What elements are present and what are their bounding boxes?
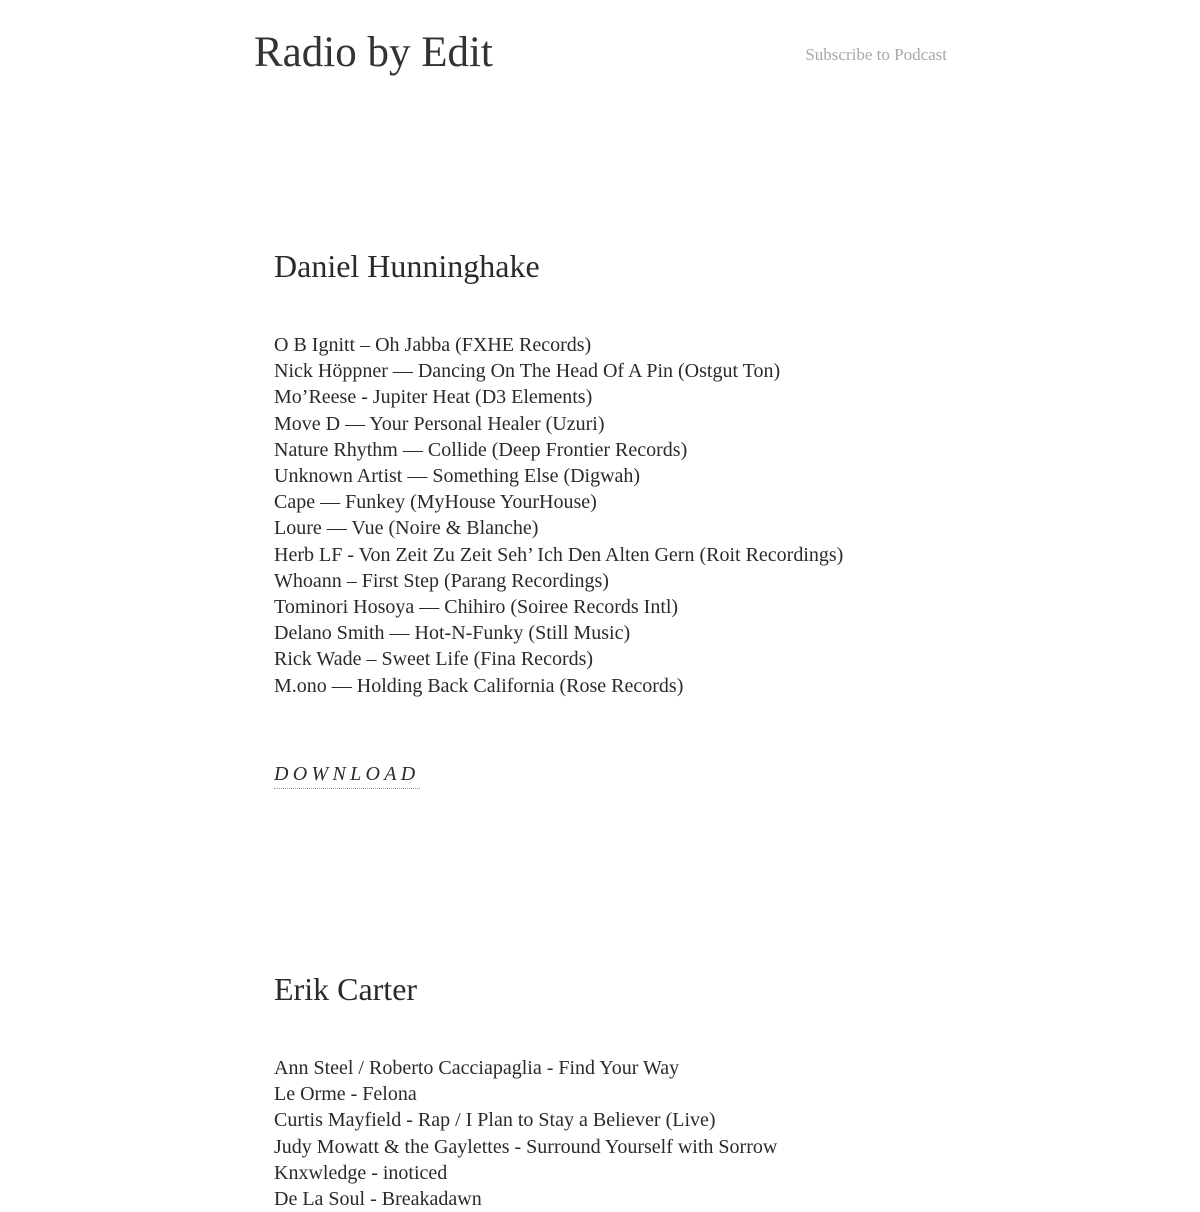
track-item: Nick Höppner — Dancing On The Head Of A Pin (Ostgut Ton) [274,360,781,383]
episode-title: Erik Carter [274,971,418,1007]
track-item: Unknown Artist — Something Else (Digwah) [274,465,641,488]
track-item: Loure — Vue (Noire & Blanche) [274,517,539,540]
episode-daniel-hunninghake [274,245,934,789]
track-item: Delano Smith — Hot-N-Funky (Still Music) [274,622,631,645]
track-item: Rick Wade – Sweet Life (Fina Records) [274,648,594,671]
tracklist [274,332,934,699]
site-title-link[interactable]: Radio by Edit [254,29,493,76]
track-item: Mo’Reese - Jupiter Heat (D3 Elements) [274,386,593,409]
tracklist [274,1055,934,1212]
track-item: Whoann – First Step (Parang Recordings) [274,569,609,592]
track-item: Herb LF - Von Zeit Zu Zeit Seh’ Ich Den Alten Gern (Roit Recordings) [274,543,844,566]
track-item: De La Soul - Breakadawn [274,1188,482,1211]
subscribe-podcast-link[interactable]: Subscribe to Podcast [805,45,947,64]
download-link[interactable]: DOWNLOAD [274,761,420,789]
track-item: Cape — Funkey (MyHouse YourHouse) [274,491,597,514]
episode-title: Daniel Hunninghake [274,248,540,284]
track-item: Ann Steel / Roberto Cacciapaglia - Find Your Way [274,1057,680,1079]
track-item: M.ono — Holding Back California (Rose Records) [274,674,684,697]
site-header [254,24,947,84]
track-item: Curtis Mayfield - Rap / I Plan to Stay a Believer (Live) [274,1109,716,1132]
track-item: O B Ignitt – Oh Jabba (FXHE Records) [274,334,592,356]
episode-erik-carter [274,968,934,1212]
track-item: Knxwledge - inoticed [274,1161,448,1184]
track-item: Tominori Hosoya — Chihiro (Soiree Records Intl) [274,596,679,619]
track-item: Move D — Your Personal Healer (Uzuri) [274,412,605,435]
track-item: Judy Mowatt & the Gaylettes - Surround Yourself with Sorrow [274,1135,778,1158]
track-item: Nature Rhythm — Collide (Deep Frontier Records) [274,438,688,461]
track-item: Le Orme - Felona [274,1083,417,1106]
